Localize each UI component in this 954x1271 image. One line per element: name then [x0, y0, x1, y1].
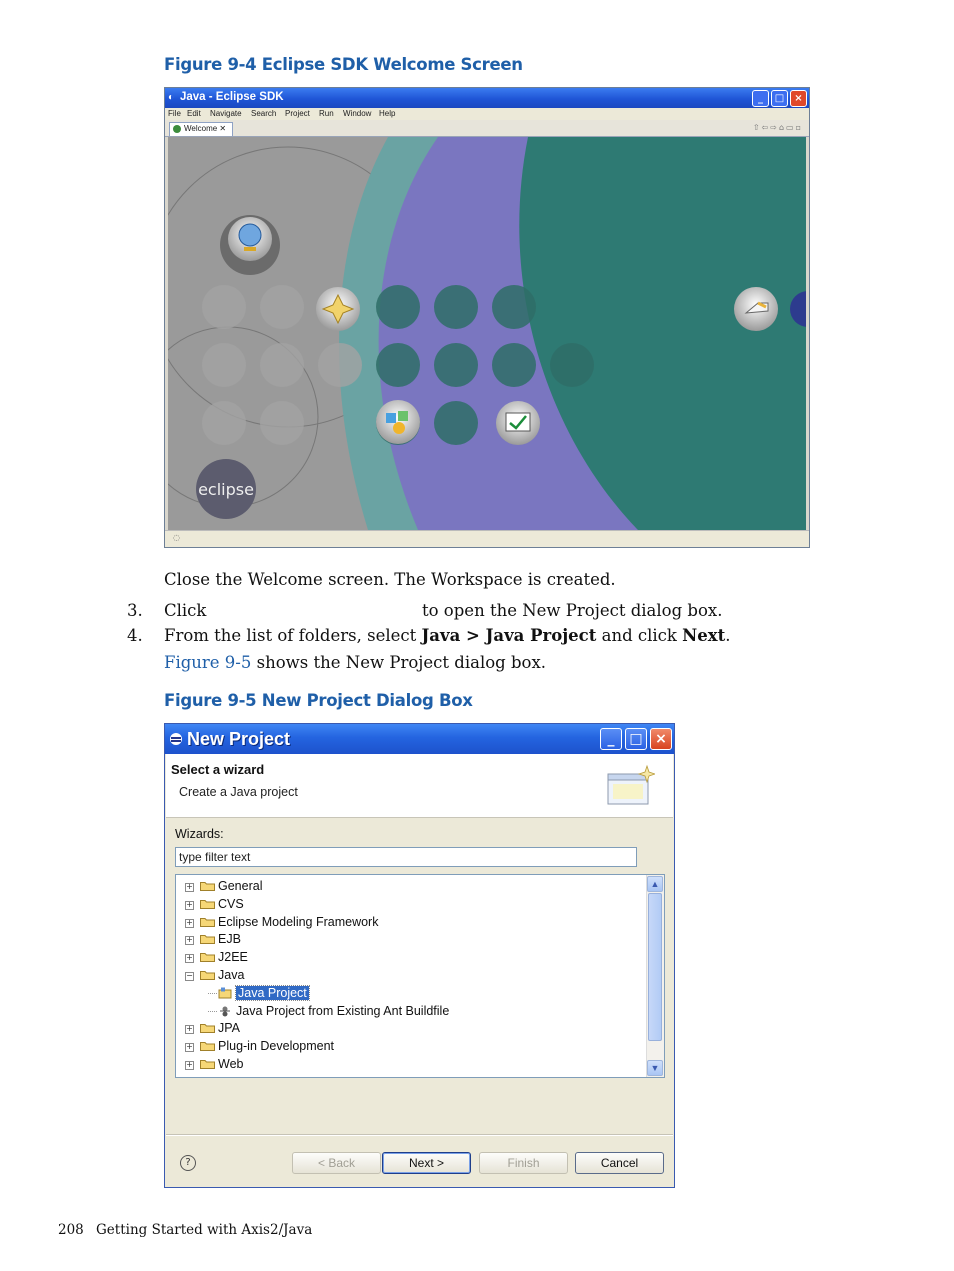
- menu-window[interactable]: Window: [343, 109, 372, 118]
- tree-connector: [208, 993, 217, 994]
- tree-item[interactable]: [176, 931, 646, 948]
- java-project-icon: [218, 987, 233, 999]
- expand-icon[interactable]: +: [186, 1024, 193, 1034]
- menu-navigate[interactable]: Navigate: [210, 109, 242, 118]
- tree-item-label: JPA: [218, 1021, 240, 1036]
- tree-item[interactable]: [176, 985, 646, 1002]
- eclipse-logo-text: eclipse: [198, 480, 254, 499]
- eclipse-app-icon: ◐: [168, 92, 175, 103]
- editor-tab-bar: [165, 120, 809, 137]
- dialog-title-bar: [165, 724, 674, 754]
- eclipse-status-bar: ◌: [165, 530, 809, 547]
- ant-project-icon: [218, 1005, 233, 1017]
- wizard-subheading: Create a Java project: [179, 785, 298, 799]
- tree-connector: [208, 1011, 217, 1012]
- expand-icon[interactable]: +: [186, 917, 193, 927]
- step-4-text: From the list of folders, select Java > Java Project and click Next.: [164, 626, 731, 645]
- tree-item-label: Eclipse Modeling Framework: [218, 914, 379, 929]
- menu-edit[interactable]: Edit: [187, 109, 201, 118]
- tree-scrollbar[interactable]: [646, 875, 664, 1077]
- new-project-dialog: [164, 723, 675, 1188]
- back-button[interactable]: < Back: [292, 1152, 381, 1174]
- expand-icon[interactable]: +: [186, 882, 193, 891]
- folder-icon: [200, 1041, 215, 1051]
- menu-help[interactable]: Help: [379, 109, 396, 118]
- folder-icon: [200, 899, 215, 909]
- step-4-number: 4.: [127, 626, 143, 645]
- folder-icon: [200, 970, 215, 980]
- welcome-tab-icon: [173, 125, 181, 133]
- scroll-up-button[interactable]: ▲: [647, 876, 663, 892]
- tab-welcome[interactable]: Welcome ✕: [169, 122, 233, 136]
- menu-file[interactable]: File: [168, 109, 181, 118]
- next-button[interactable]: Next >: [382, 1152, 471, 1174]
- tree-item-label: Web: [218, 1057, 244, 1071]
- expand-icon[interactable]: +: [186, 1042, 193, 1052]
- expand-icon[interactable]: +: [186, 953, 193, 963]
- collapse-icon[interactable]: −: [186, 971, 193, 980]
- close-welcome-text: Close the Welcome screen. The Workspace is created.: [164, 570, 616, 589]
- step-3-text: to open the New Project dialog box.: [422, 601, 723, 620]
- footer-chapter: Getting Started with Axis2/Java: [96, 1222, 313, 1238]
- eclipse-menubar: [165, 108, 809, 120]
- eclipse-window-title: Java - Eclipse SDK: [180, 91, 284, 103]
- folder-icon: [200, 934, 215, 944]
- tree-item[interactable]: [176, 949, 646, 966]
- step-3-click: Click: [164, 601, 207, 620]
- maximize-button[interactable]: □: [771, 90, 788, 107]
- help-icon[interactable]: ?: [180, 1155, 196, 1171]
- expand-icon[interactable]: +: [186, 1060, 193, 1069]
- eclipse-welcome-screenshot: [164, 87, 810, 548]
- expand-icon[interactable]: +: [186, 899, 193, 909]
- tree-item-label: Java: [218, 968, 245, 982]
- scroll-down-button[interactable]: ▼: [647, 1060, 663, 1076]
- page-number: 208: [58, 1222, 84, 1238]
- dialog-close-button[interactable]: ×: [650, 728, 672, 750]
- tree-item-label: Plug-in Development: [218, 1039, 335, 1054]
- wizards-label: Wizards:: [175, 827, 224, 841]
- folder-icon: [200, 952, 215, 962]
- tree-item[interactable]: [176, 878, 646, 895]
- eclipse-title-bar: [165, 88, 809, 108]
- tree-item-label: Java Project from Existing Ant Buildfile: [236, 1003, 450, 1018]
- tree-item-label: General: [218, 879, 263, 893]
- folder-icon: [200, 1059, 215, 1069]
- close-button[interactable]: ×: [790, 90, 807, 107]
- figure-9-5-link[interactable]: Figure 9-5: [164, 653, 252, 672]
- expand-icon[interactable]: +: [186, 935, 193, 945]
- folder-icon: [200, 1023, 215, 1033]
- menu-run[interactable]: Run: [319, 109, 334, 118]
- dialog-app-icon: [169, 732, 183, 746]
- wizard-filter-input[interactable]: type filter text: [175, 847, 637, 867]
- tab-welcome-label: Welcome: [184, 124, 218, 133]
- wizard-tree[interactable]: [175, 874, 665, 1078]
- finish-button[interactable]: Finish: [479, 1152, 568, 1174]
- figure-9-4-title: Figure 9-4 Eclipse SDK Welcome Screen: [164, 55, 523, 74]
- menu-project[interactable]: Project: [285, 109, 310, 118]
- cancel-button[interactable]: Cancel: [575, 1152, 664, 1174]
- figure-9-5-title: Figure 9-5 New Project Dialog Box: [164, 691, 473, 710]
- tree-item[interactable]: [176, 1056, 646, 1073]
- dialog-minimize-button[interactable]: _: [600, 728, 622, 750]
- wizard-heading: Select a wizard: [171, 762, 265, 777]
- figure-reference-text: Figure 9-5 shows the New Project dialog box.: [164, 653, 547, 672]
- tree-item-label: EJB: [218, 932, 241, 947]
- minimize-button[interactable]: _: [752, 90, 769, 107]
- tree-item-label-selected: Java Project: [238, 985, 307, 1000]
- tree-item-label: CVS: [218, 896, 244, 911]
- welcome-graphic: [168, 137, 806, 530]
- wizard-banner: [166, 754, 673, 818]
- tree-item[interactable]: [176, 1038, 646, 1055]
- button-separator: [166, 1134, 673, 1136]
- folder-icon: [200, 881, 215, 891]
- dialog-maximize-button[interactable]: □: [625, 728, 647, 750]
- folder-icon: [200, 917, 215, 927]
- scroll-thumb[interactable]: [648, 893, 662, 1041]
- tree-item[interactable]: [176, 896, 646, 913]
- step-3-number: 3.: [127, 601, 143, 620]
- tree-item[interactable]: [176, 914, 646, 931]
- tree-item-label: J2EE: [218, 950, 248, 965]
- tree-item[interactable]: [176, 1020, 646, 1037]
- new-wizard-icon: [605, 764, 655, 808]
- dialog-title: New Project: [187, 729, 291, 749]
- menu-search[interactable]: Search: [251, 109, 277, 118]
- welcome-nav-tools[interactable]: ⇧⇦⇨⌂▭▫: [752, 123, 803, 132]
- tree-item[interactable]: [176, 1003, 646, 1020]
- tree-item[interactable]: [176, 967, 646, 984]
